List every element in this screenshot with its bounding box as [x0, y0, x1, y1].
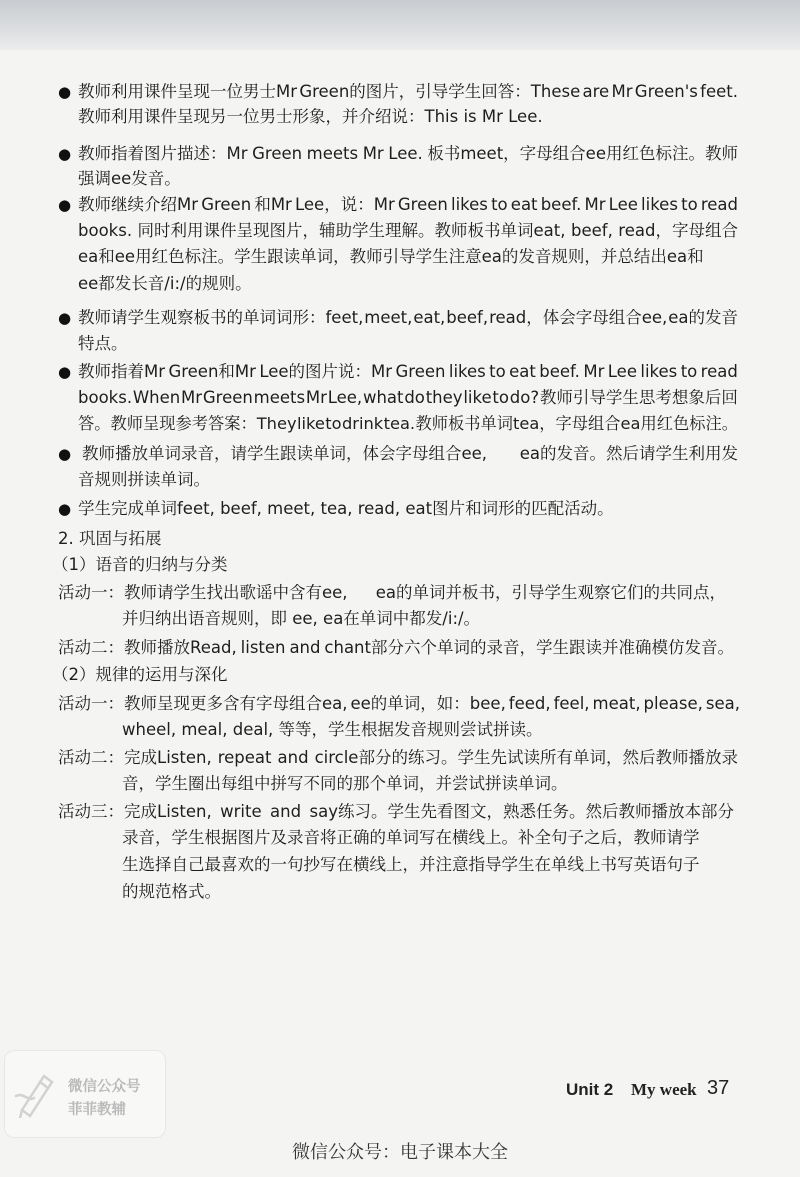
watermark-line-2: 菲菲教辅 [68, 1102, 126, 1118]
activity-line: 录音，学生根据图片及录音将正确的单词写在横线上。补全句子之后，教师请学 [122, 828, 700, 847]
activity-line: 活动三：完成Listen, write and say练习。学生先看图文，熟悉任务。然后教师播放本部分 [58, 802, 734, 821]
watermark-line-1: 微信公众号 [68, 1079, 141, 1095]
section-heading: 2. 巩固与拓展 [58, 529, 162, 548]
activity-line: 的规范格式。 [122, 882, 221, 901]
text-line: 教师指着图片描述：Mr Green meets Mr Lee. 板书meet，字母组合ee用红色标注。教师 [78, 144, 738, 163]
text-line: 特点。 [78, 334, 128, 353]
activity-line: 并归纳出语音规则，即 ee, ea在单词中都发/i:/。 [122, 609, 481, 628]
text-line: books. 同时利用课件呈现图片，辅助学生理解。教师板书单词eat, beef, read，字母组合 [78, 221, 738, 240]
text-line: 教师请学生观察板书的单词词形：feet, meet, eat, beef, read，体会字母组合ee, ea的发音 [78, 308, 738, 327]
pen-icon [14, 1066, 62, 1118]
text-line: books. When Mr Green meets Mr Lee, what do they like to do? 教师引导学生思考想象后回 [78, 388, 738, 407]
text-line: 教师利用课件呈现一位男士Mr Green的图片，引导学生回答：These are Mr Green's feet. [78, 82, 738, 101]
activity-line: 活动一：教师呈现更多含有字母组合ea, ee的单词，如：bee, feed, feel, meat, please, sea, [58, 694, 740, 713]
text-line: ee都发长音/i:/的规则。 [78, 274, 252, 293]
text-line: 教师指着Mr Green和Mr Lee的图片说：Mr Green likes to eat beef. Mr Lee likes to read [78, 362, 738, 381]
bullet-icon: ● [58, 500, 72, 518]
text-line: 学生完成单词feet, beef, meet, tea, read, eat图片和词形的匹配活动。 [78, 499, 614, 518]
activity-line: 活动一：教师请学生找出歌谣中含有ee, ea的单词并板书，引导学生观察它们的共同点， [58, 583, 726, 602]
text-line: 答。教师呈现参考答案：They like to drink tea. 教师板书单词tea，字母组合ea用红色标注。 [78, 414, 738, 433]
activity-line: 生选择自己最喜欢的一句抄写在横线上，并注意指导学生在单线上书写英语句子 [122, 855, 700, 874]
text-line: 强调ee发音。 [78, 169, 181, 188]
subsection-heading: （1）语音的归纳与分类 [52, 555, 228, 574]
bullet-icon: ● [58, 309, 72, 327]
footer-unit-title: My week [631, 1080, 697, 1099]
bullet-icon: ● [58, 196, 72, 214]
activity-line: 音，学生圈出每组中拼写不同的那个单词，并尝试拼读单词。 [122, 774, 568, 793]
text-line: ea和ee用红色标注。学生跟读单词，教师引导学生注意ea的发音规则，并总结出ea和 [78, 247, 704, 266]
bullet-icon: ● [58, 445, 72, 463]
text-line: 音规则拼读单词。 [78, 470, 210, 489]
page-number: 37 [707, 1077, 730, 1099]
footer-unit: Unit 2 [566, 1080, 614, 1099]
bottom-caption: 微信公众号：电子课本大全 [292, 1142, 508, 1163]
text-line: 教师利用课件呈现另一位男士形象，并介绍说：This is Mr Lee. [78, 107, 543, 126]
text-line: 教师继续介绍Mr Green 和Mr Lee，说：Mr Green likes to eat beef. Mr Lee likes to read [78, 195, 738, 214]
bullet-icon: ● [58, 83, 72, 101]
activity-line: wheel, meal, deal, 等等，学生根据发音规则尝试拼读。 [122, 720, 543, 739]
activity-line: 活动二：教师播放Read, listen and chant部分六个单词的录音，学生跟读并准确模仿发音。 [58, 638, 734, 657]
subsection-heading: （2）规律的运用与深化 [52, 665, 228, 684]
bullet-icon: ● [58, 363, 72, 381]
text-line: 教师播放单词录音，请学生跟读单词，体会字母组合ee, ea的发音。然后请学生利用发 [82, 444, 738, 463]
activity-line: 活动二：完成Listen, repeat and circle部分的练习。学生先试读所有单词，然后教师播放录 [58, 748, 738, 767]
bullet-icon: ● [58, 145, 72, 163]
